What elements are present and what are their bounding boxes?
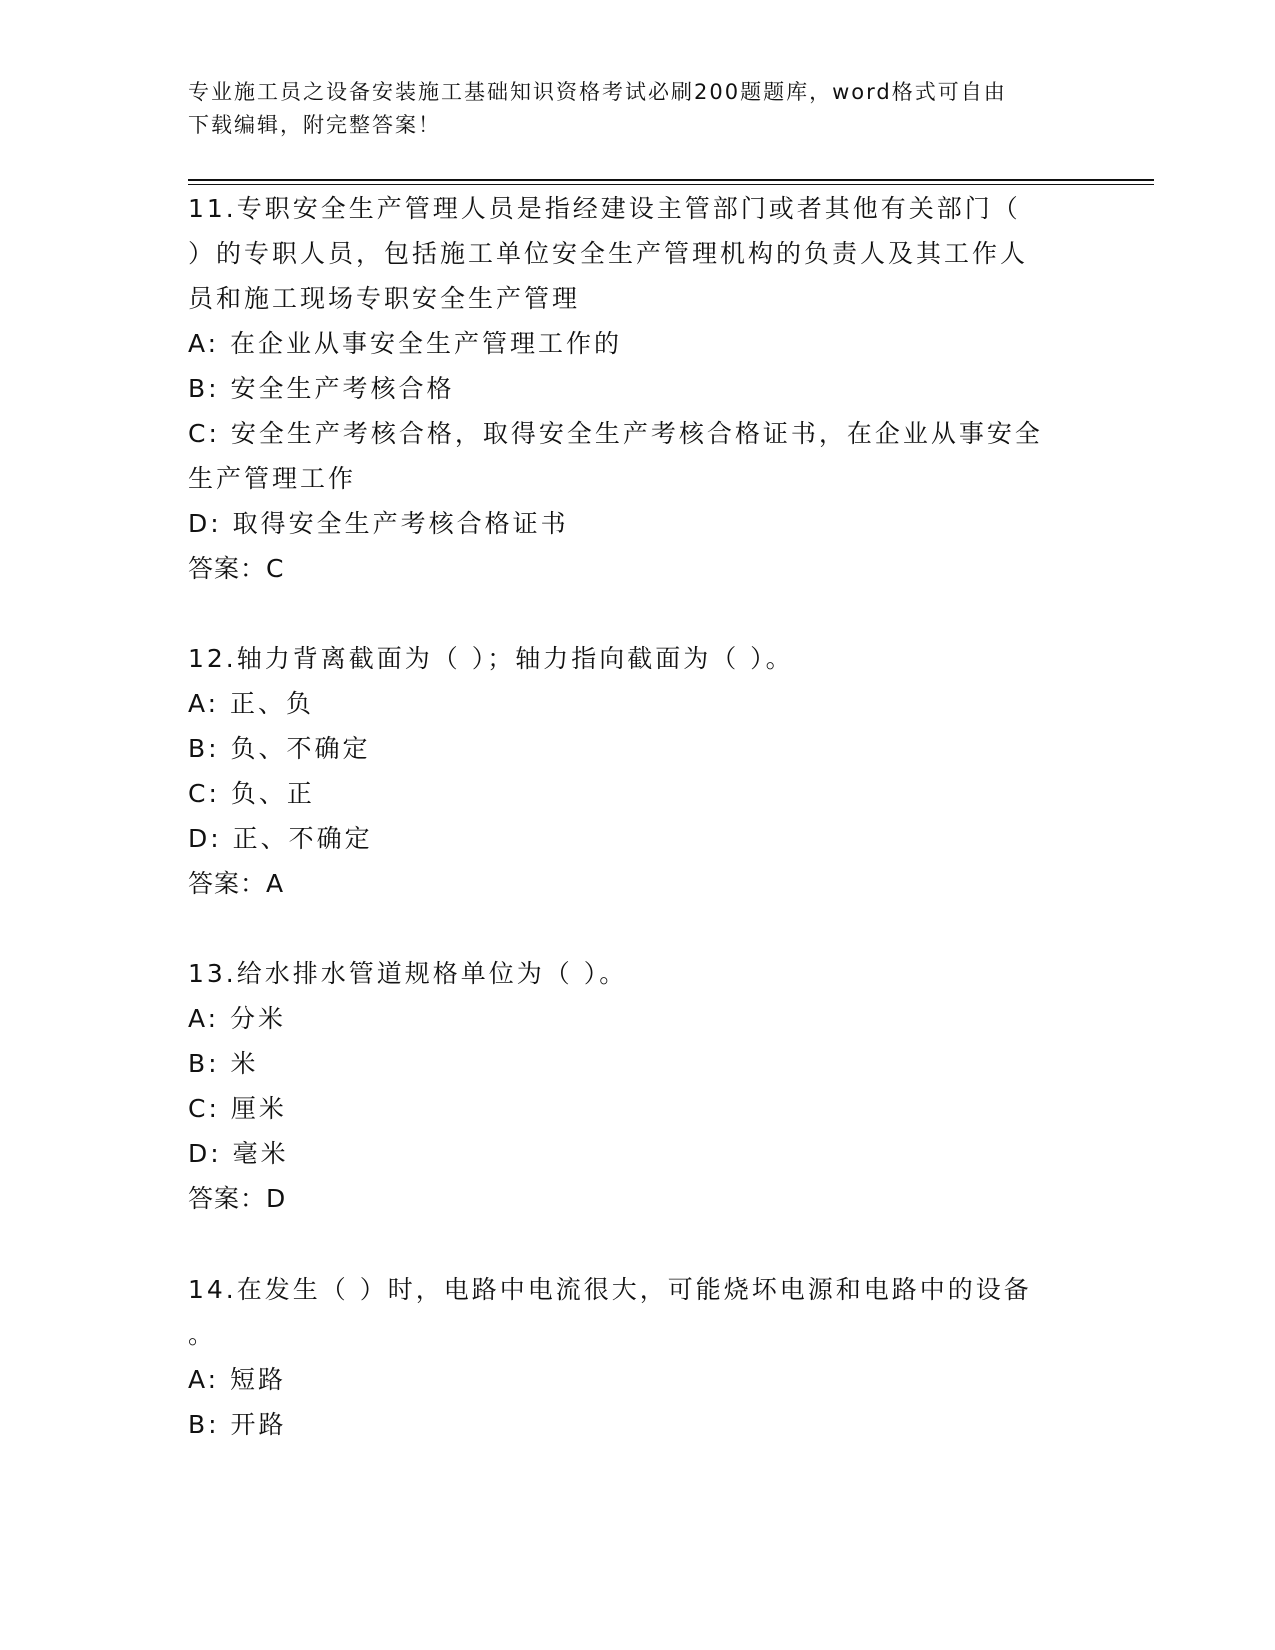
question-stem-line: 14.在发生（ ）时，电路中电流很大，可能烧坏电源和电路中的设备: [188, 1275, 1032, 1304]
header-divider-thick: [188, 179, 1154, 181]
option-d: D: 取得安全生产考核合格证书: [188, 509, 569, 538]
question-14: [188, 1267, 1088, 1447]
option-c: C: 厘米: [188, 1094, 287, 1123]
question-stem-line: 员和施工现场专职安全生产管理: [188, 284, 581, 313]
answer-label: 答案：D: [188, 1184, 287, 1213]
option-c: C: 负、正: [188, 779, 315, 808]
answer-label: 答案：A: [188, 869, 285, 898]
answer-label: 答案：C: [188, 554, 285, 583]
header-divider-thin: [188, 184, 1154, 185]
option-a: A: 分米: [188, 1004, 287, 1033]
question-stem-line: 12.轴力背离截面为（ ）；轴力指向截面为（ ）。: [188, 644, 794, 673]
option-b: B: 安全生产考核合格: [188, 374, 455, 403]
option-d: D: 毫米: [188, 1139, 289, 1168]
option-c: C: 安全生产考核合格，取得安全生产考核合格证书，在企业从事安全: [188, 419, 1043, 448]
option-d: D: 正、不确定: [188, 824, 373, 853]
option-b: B: 米: [188, 1049, 259, 1078]
header-line-2: 下载编辑，附完整答案！: [188, 113, 441, 137]
question-stem-line: 11.专职安全生产管理人员是指经建设主管部门或者其他有关部门（: [188, 194, 1021, 223]
option-a: A: 在企业从事安全生产管理工作的: [188, 329, 623, 358]
question-13: [188, 951, 1088, 1221]
question-stem-line: ）的专职人员，包括施工单位安全生产管理机构的负责人及其工作人: [188, 239, 1029, 268]
question-stem-line: 。: [188, 1320, 217, 1349]
option-a: A: 短路: [188, 1365, 287, 1394]
option-b: B: 负、不确定: [188, 734, 371, 763]
option-b: B: 开路: [188, 1410, 287, 1439]
option-a: A: 正、负: [188, 689, 315, 718]
document-header: [188, 76, 1068, 142]
option-c-continued: 生产管理工作: [188, 464, 357, 493]
header-line-1: 专业施工员之设备安装施工基础知识资格考试必刷200题题库，word格式可自由: [188, 80, 1007, 104]
question-stem-line: 13.给水排水管道规格单位为（ ）。: [188, 959, 628, 988]
question-11: [188, 186, 1088, 591]
question-12: [188, 636, 1088, 906]
